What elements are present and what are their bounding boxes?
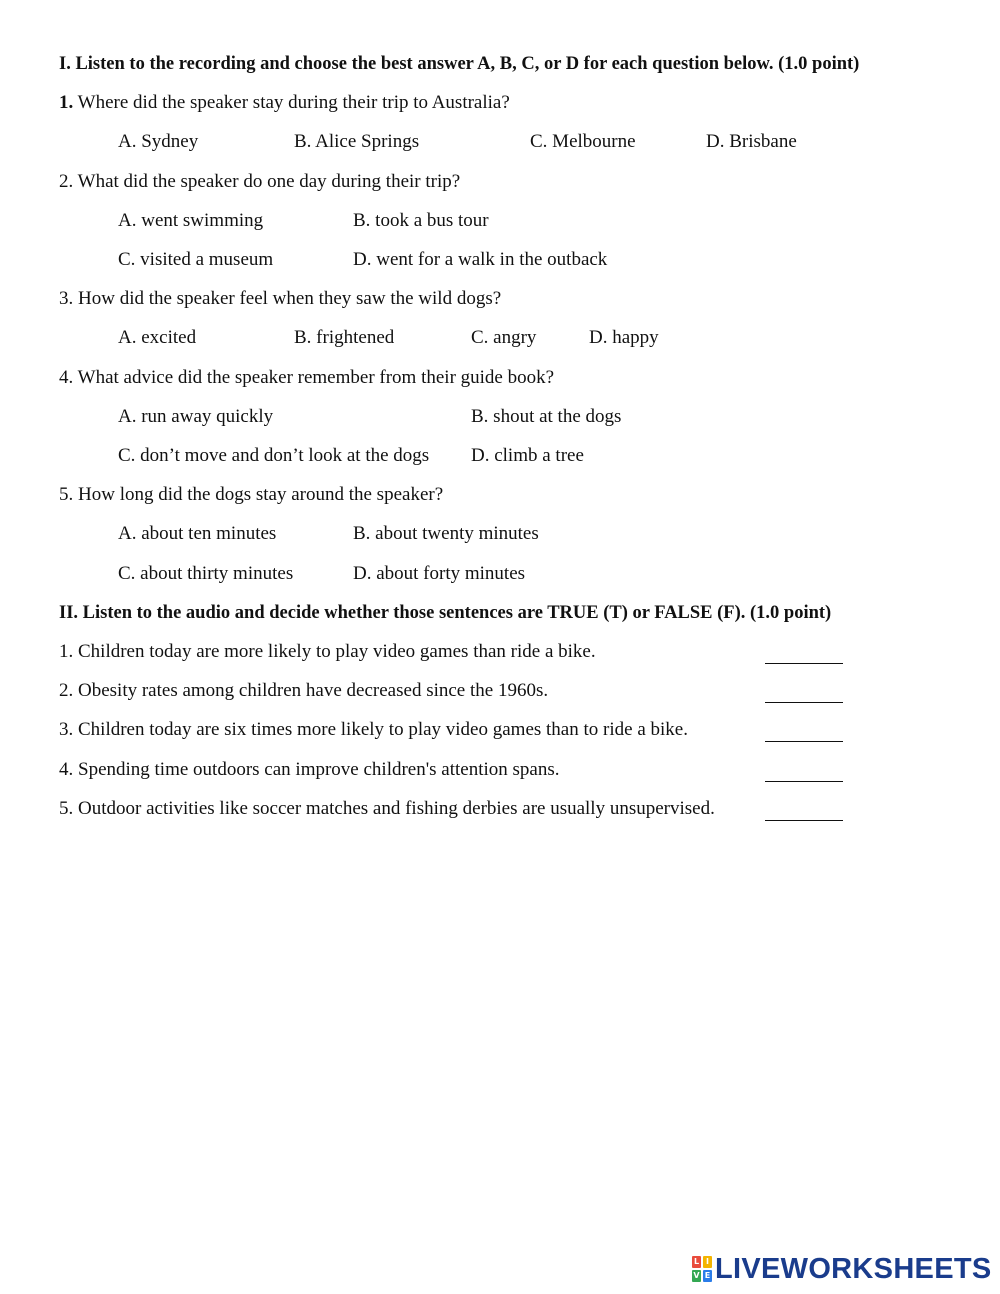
q5-option-d[interactable]: D. about forty minutes [353,563,526,584]
question-4: 4. What advice did the speaker remember from their guide book? [59,367,555,388]
q4-option-a[interactable]: A. run away quickly [118,406,274,427]
tf-answer-blank-3[interactable] [765,718,843,742]
q3-option-d[interactable]: D. happy [589,327,659,348]
tf-answer-blank-4[interactable] [765,758,843,782]
question-3: 3. How did the speaker feel when they saw the wild dogs? [59,288,502,309]
tf-answer-blank-1[interactable] [765,640,843,664]
q1-option-c[interactable]: C. Melbourne [530,131,636,152]
question-1-text: Where did the speaker stay during their trip to Australia? [77,92,510,113]
tf-statement-3: 3. Children today are six times more likely to play video games than to ride a bike. [59,719,688,740]
q4-option-d[interactable]: D. climb a tree [471,445,584,466]
question-5: 5. How long did the dogs stay around the speaker? [59,484,444,505]
q4-option-b[interactable]: B. shout at the dogs [471,406,622,427]
q5-option-b[interactable]: B. about twenty minutes [353,523,539,544]
liveworksheets-logo [692,1254,992,1284]
tf-statement-1: 1. Children today are more likely to play video games than ride a bike. [59,641,596,662]
q1-option-d[interactable]: D. Brisbane [706,131,797,152]
q1-option-b[interactable]: B. Alice Springs [294,131,420,152]
logo-mark-letter: I [703,1256,712,1268]
logo-mark-letter: L [693,1257,700,1266]
tf-answer-blank-5[interactable] [765,797,843,821]
question-1 [59,91,510,115]
question-1-number: 1. [59,92,74,113]
section-2-heading: II. Listen to the audio and decide whether those sentences are TRUE (T) or FALSE (F). (1.0 point) [59,603,832,623]
q3-option-c[interactable]: C. angry [471,327,537,348]
logo-mark-icon [692,1256,712,1282]
q5-option-a[interactable]: A. about ten minutes [118,523,277,544]
q2-option-c[interactable]: C. visited a museum [118,249,274,270]
q2-option-d[interactable]: D. went for a walk in the outback [353,249,608,270]
question-2: 2. What did the speaker do one day during their trip? [59,171,461,192]
section-1-heading: I. Listen to the recording and choose the best answer A, B, C, or D for each question below. (1.0 point) [59,54,860,74]
q1-option-a[interactable]: A. Sydney [118,131,199,152]
tf-statement-5: 5. Outdoor activities like soccer matches and fishing derbies are usually unsupervised. [59,798,715,819]
logo-mark-letter: E [704,1271,711,1280]
logo-mark-letter: V [693,1271,700,1280]
q2-option-b[interactable]: B. took a bus tour [353,210,489,231]
q3-option-a[interactable]: A. excited [118,327,197,348]
tf-statement-4: 4. Spending time outdoors can improve children's attention spans. [59,759,560,780]
logo-text: LIVEWORKSHEETS [715,1253,992,1285]
tf-answer-blank-2[interactable] [765,679,843,703]
q3-option-b[interactable]: B. frightened [294,327,395,348]
q5-option-c[interactable]: C. about thirty minutes [118,563,294,584]
q2-option-a[interactable]: A. went swimming [118,210,264,231]
tf-statement-2: 2. Obesity rates among children have decreased since the 1960s. [59,680,549,701]
q4-option-c[interactable]: C. don’t move and don’t look at the dogs [118,445,430,466]
